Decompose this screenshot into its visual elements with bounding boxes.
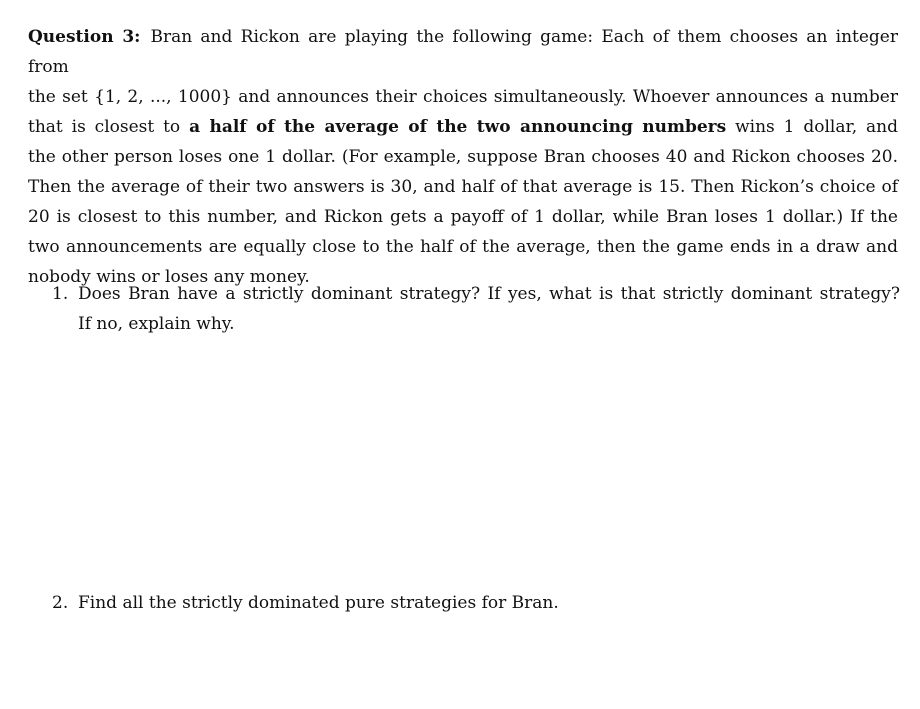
sub-question-1-number: 1. [52, 284, 69, 304]
sub-question-2 [52, 588, 900, 618]
question-text-3-pre: that is closest to [28, 117, 181, 137]
question-line-7: two announcements are equally close to the half of the average, then the game ends in a draw and [28, 237, 898, 257]
question-line-4: the other person loses one 1 dollar. (For example, suppose Bran chooses 40 and Rickon chooses 20. [28, 147, 898, 167]
question-line-2: the set {1, 2, ..., 1000} and announces their choices simultaneously. Whoever announces a number [28, 87, 898, 107]
question-line-6: 20 is closest to this number, and Rickon gets a payoff of 1 dollar, while Bran loses 1 dollar.) If the [28, 207, 898, 227]
question-line-8: nobody wins or loses any money. [28, 267, 310, 287]
sub-question-1-text-1: Does Bran have a strictly dominant strategy? If yes, what is that strictly dominant strategy? [78, 284, 900, 304]
question-text-3-post: wins 1 dollar, and [735, 117, 898, 137]
question-paragraph [28, 22, 898, 292]
sub-question-2-line-1 [52, 588, 900, 618]
sub-question-1 [52, 279, 900, 339]
sub-question-2-number: 2. [52, 593, 69, 613]
question-line-3 [28, 112, 898, 142]
sub-question-1-line-2: If no, explain why. [78, 314, 235, 334]
question-text-1: Bran and Rickon are playing the following game: Each of them chooses an integer from [28, 27, 898, 77]
question-line-5: Then the average of their two answers is 30, and half of that average is 15. Then Rickon’s choice of [28, 177, 898, 197]
question-label: Question 3: [28, 27, 141, 47]
sub-question-2-text-1: Find all the strictly dominated pure strategies for Bran. [78, 593, 559, 613]
question-line-1 [28, 22, 898, 82]
sub-question-1-line-1 [52, 279, 900, 309]
question-text-3-bold: a half of the average of the two announcing numbers [189, 117, 727, 137]
